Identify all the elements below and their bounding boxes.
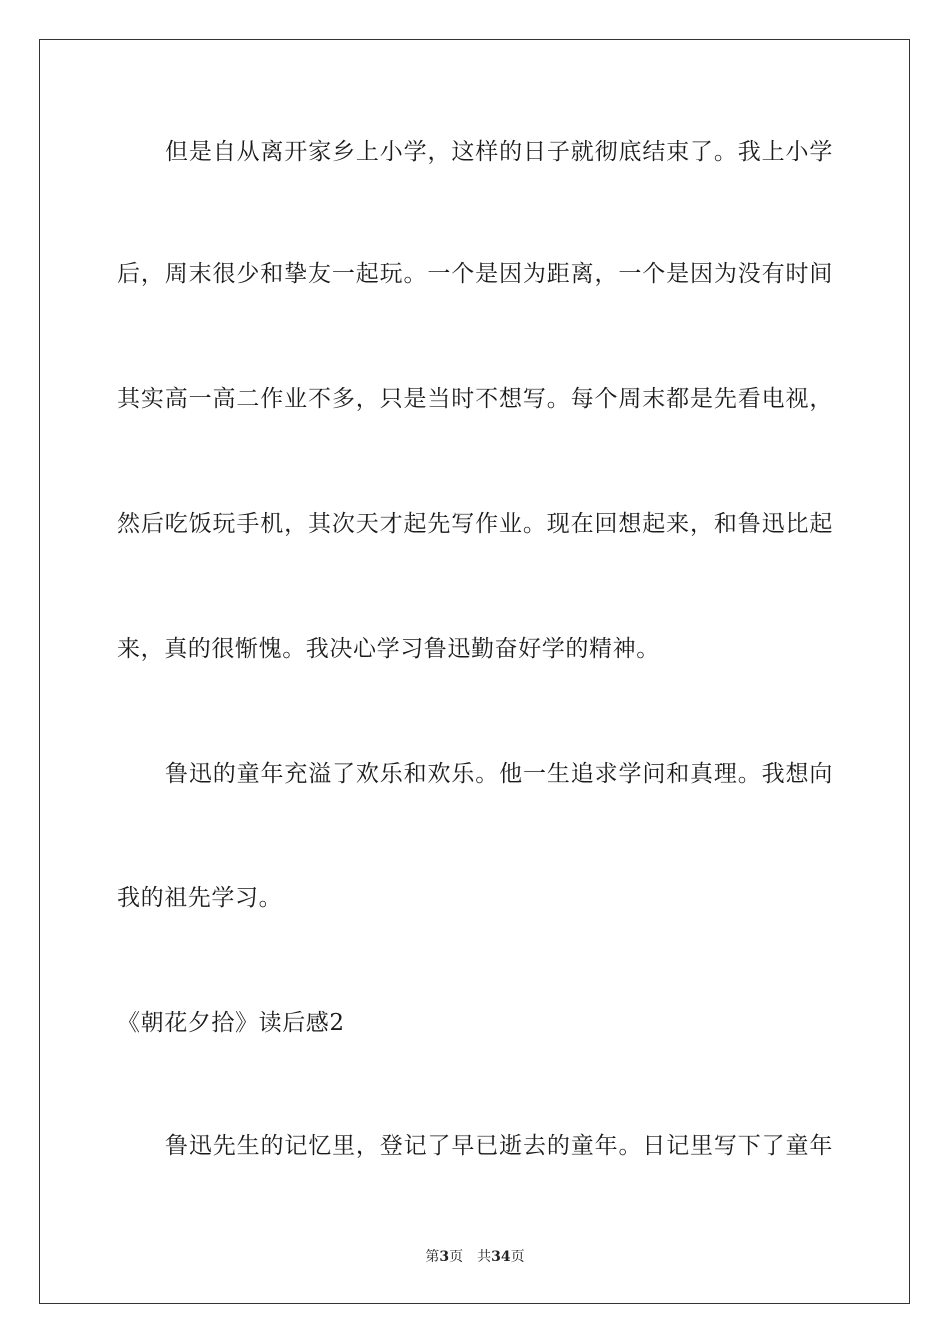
paragraph-line: 然后吃饭玩手机，其次天才起先写作业。现在回想起来，和鲁迅比起 [117,511,833,537]
paragraph-line: 后，周末很少和挚友一起玩。一个是因为距离，一个是因为没有时间 [117,261,833,287]
section-heading: 《朝花夕拾》读后感2 [117,1010,345,1036]
footer-page-prefix: 第 [425,1249,440,1265]
footer-page-suffix: 页 [449,1249,464,1265]
paragraph-line: 鲁迅先生的记忆里，登记了早已逝去的童年。日记里写下了童年 [165,1133,833,1159]
paragraph-line: 鲁迅的童年充溢了欢乐和欢乐。他一生追求学问和真理。我想向 [165,761,833,787]
footer-total-pages: 34 [491,1249,511,1265]
footer-page-number: 3 [439,1249,450,1265]
footer-total-suffix: 页 [510,1249,525,1265]
page-footer [0,1248,950,1266]
paragraph-line: 但是自从离开家乡上小学，这样的日子就彻底结束了。我上小学 [165,139,833,165]
paragraph-line: 我的祖先学习。 [117,885,283,911]
footer-total-prefix: 共 [477,1249,492,1265]
paragraph-line: 来，真的很惭愧。我决心学习鲁迅勤奋好学的精神。 [117,636,660,662]
page-border [39,39,910,1304]
paragraph-line: 其实高一高二作业不多，只是当时不想写。每个周末都是先看电视， [117,386,833,412]
